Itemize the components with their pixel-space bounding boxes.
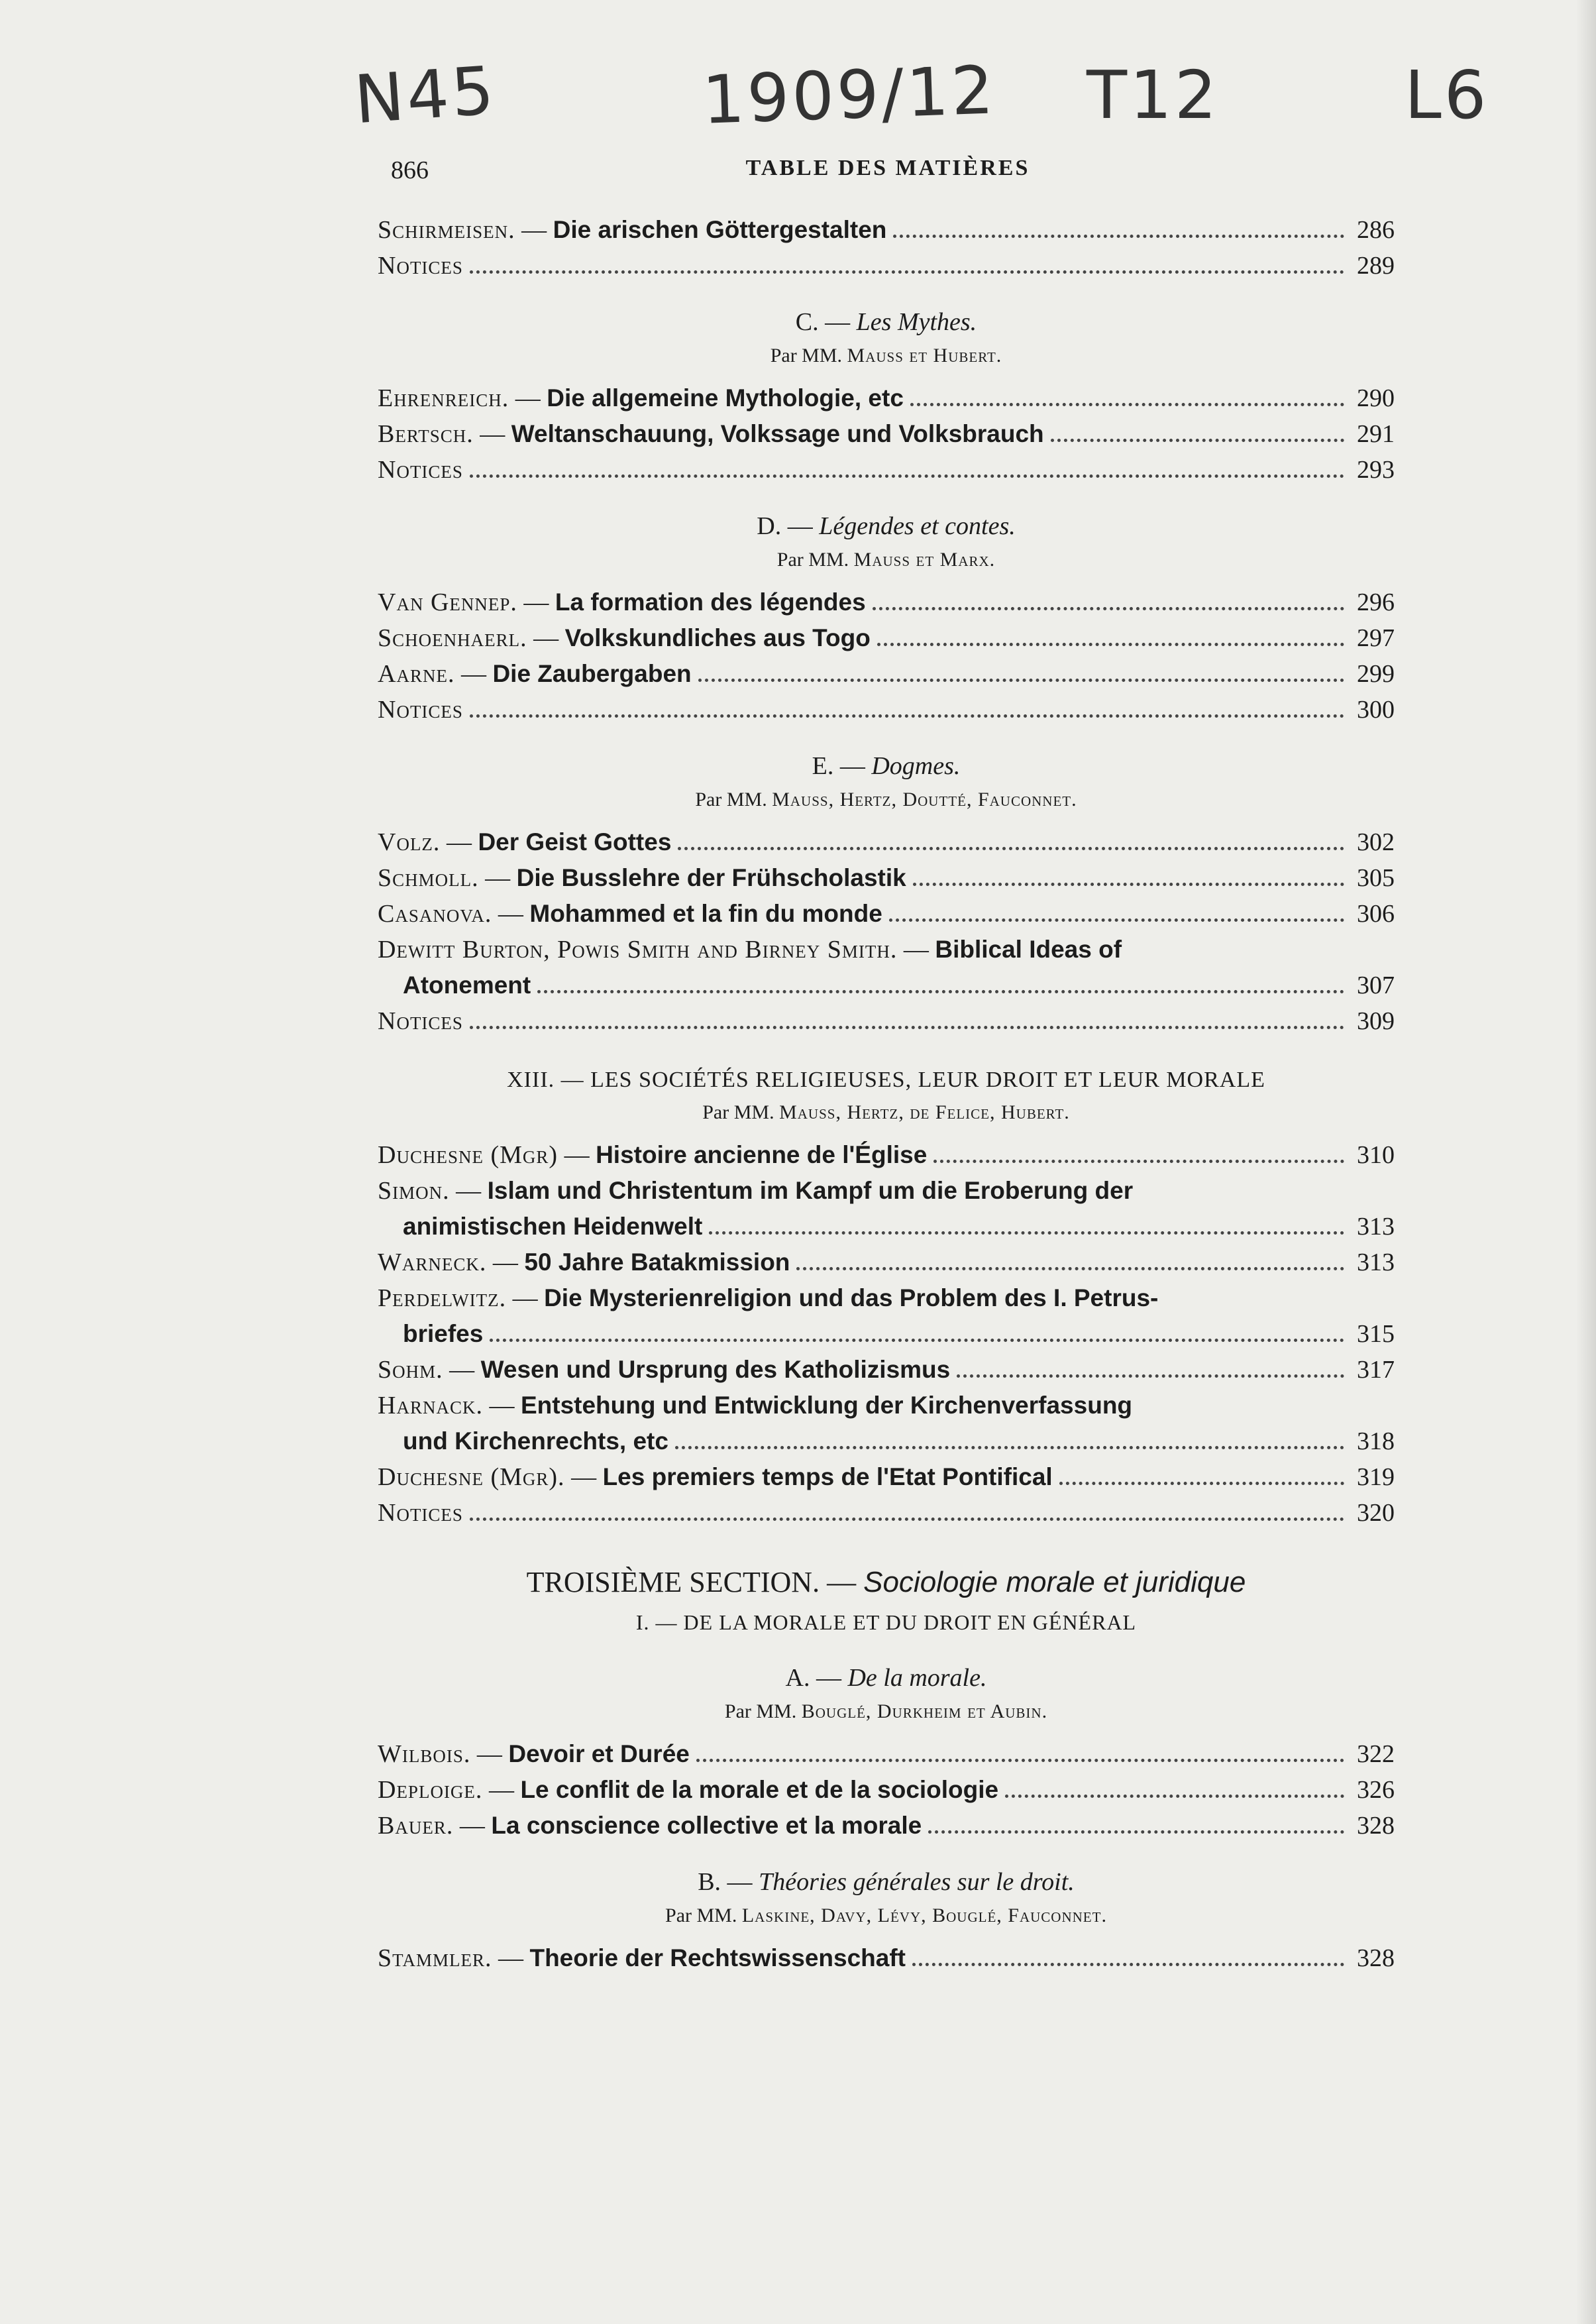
- toc-entry: [378, 1940, 1395, 1976]
- entry-page: 290: [1357, 384, 1395, 412]
- entry-title: Die arischen Göttergestalten: [553, 216, 887, 243]
- contributors-byline: [378, 1097, 1395, 1128]
- entry-author: Notices: [378, 252, 463, 280]
- entry-author: Duchesne (Mgr).: [378, 1463, 565, 1491]
- entry-title-continued: und Kirchenrechts, etc: [403, 1427, 668, 1455]
- dot-leader: [933, 1160, 1344, 1163]
- dot-leader: [910, 403, 1344, 406]
- entry-author: Perdelwitz.: [378, 1284, 507, 1312]
- toc-entry: [378, 452, 1395, 488]
- byline-names: Mauss, Hertz, Doutté, Fauconnet.: [772, 789, 1077, 810]
- entry-title: Histoire ancienne de l'Église: [596, 1141, 928, 1168]
- entry-separator: —: [478, 864, 517, 892]
- handwritten-note: L6: [1405, 56, 1489, 134]
- entry-page: 306: [1357, 900, 1395, 928]
- byline-names: Mauss et Hubert.: [847, 345, 1002, 366]
- entry-line: [378, 932, 1395, 968]
- toc-entry: [378, 1280, 1395, 1352]
- entry-author: Sohm.: [378, 1356, 443, 1384]
- entry-separator: —: [440, 828, 478, 856]
- entry-page: 322: [1357, 1740, 1395, 1768]
- section-heading: XIII. — LES SOCIÉTÉS RELIGIEUSES, LEUR DROIT ET LEUR MORALE: [507, 1068, 1265, 1092]
- entry-author: Volz.: [378, 828, 441, 856]
- entry-title: 50 Jahre Batakmission: [524, 1248, 790, 1276]
- entry-separator: —: [453, 1812, 492, 1840]
- toc-entry: [378, 248, 1395, 284]
- entry-author: Schmoll.: [378, 864, 479, 892]
- heading-prefix: D. —: [757, 512, 820, 540]
- dot-leader: [698, 679, 1344, 682]
- entry-title: Wesen und Ursprung des Katholizismus: [480, 1356, 951, 1383]
- entry-separator: —: [449, 1177, 488, 1205]
- heading-prefix: E. —: [812, 752, 872, 780]
- entry-title-continued: animistischen Heidenwelt: [403, 1213, 703, 1240]
- entry-title: Der Geist Gottes: [478, 828, 672, 856]
- chapter-heading: I. — DE LA MORALE ET DU DROIT EN GÉNÉRAL: [635, 1610, 1137, 1634]
- entry-line-continued: [378, 1316, 1395, 1352]
- entry-title: Die allgemeine Mythologie, etc: [547, 384, 904, 412]
- entry-page: 313: [1357, 1248, 1395, 1276]
- heading-prefix: B. —: [698, 1868, 759, 1896]
- dot-leader: [1059, 1482, 1344, 1485]
- dot-leader: [1005, 1795, 1344, 1798]
- part-prefix: TROISIÈME SECTION. —: [526, 1566, 864, 1598]
- byline-names: Mauss et Marx.: [853, 549, 996, 571]
- entry-separator: —: [517, 588, 555, 616]
- dot-leader: [696, 1759, 1344, 1762]
- toc-entry: [378, 1459, 1395, 1495]
- entry-author: Schirmeisen.: [378, 216, 515, 244]
- toc-entry: [378, 1388, 1395, 1459]
- dot-leader: [470, 1518, 1344, 1521]
- contributors-byline: [378, 341, 1395, 371]
- entry-separator: —: [470, 1740, 509, 1768]
- entry-page: 328: [1357, 1812, 1395, 1840]
- toc-entry: [378, 692, 1395, 728]
- subsection-heading: [378, 304, 1395, 341]
- byline-prefix: Par MM.: [770, 345, 847, 366]
- entry-line: [378, 1280, 1395, 1316]
- page-edge-shadow: [1576, 0, 1596, 2324]
- handwritten-note: N45: [352, 51, 499, 139]
- entry-author: Ehrenreich.: [378, 384, 509, 412]
- toc-entry: [378, 860, 1395, 896]
- handwritten-note: T12: [1087, 56, 1220, 134]
- entry-separator: —: [492, 1944, 530, 1972]
- dot-leader: [873, 607, 1344, 610]
- entry-page: 299: [1357, 660, 1395, 688]
- entry-separator: —: [486, 1248, 525, 1276]
- entry-page: 300: [1357, 696, 1395, 724]
- entry-page: 296: [1357, 588, 1395, 616]
- subsection-heading: [378, 508, 1395, 545]
- entry-separator: —: [482, 1776, 521, 1804]
- subsection-heading: [378, 747, 1395, 785]
- entry-author: Stammler.: [378, 1944, 492, 1972]
- entry-page: 293: [1357, 456, 1395, 484]
- toc-entry: [378, 1003, 1395, 1039]
- table-of-contents: [378, 212, 1395, 1976]
- dot-leader: [470, 270, 1344, 274]
- contributors-byline: [378, 1696, 1395, 1727]
- entry-author: Notices: [378, 1499, 463, 1527]
- entry-separator: —: [897, 936, 935, 964]
- entry-title: Die Mysterienreligion und das Problem des I. Petrus-: [544, 1284, 1159, 1311]
- dot-leader: [537, 990, 1344, 993]
- toc-entry: [378, 416, 1395, 452]
- toc-entry: [378, 1772, 1395, 1808]
- toc-entry: [378, 620, 1395, 656]
- entry-page: 289: [1357, 252, 1395, 280]
- entry-page: 313: [1357, 1213, 1395, 1241]
- toc-entry: [378, 1736, 1395, 1772]
- dot-leader: [889, 918, 1344, 922]
- entry-separator: —: [506, 1284, 545, 1312]
- entry-separator: —: [443, 1356, 481, 1384]
- byline-prefix: Par MM.: [702, 1101, 780, 1123]
- toc-entry: [378, 896, 1395, 932]
- entry-title: Les premiers temps de l'Etat Pontifical: [602, 1463, 1053, 1490]
- entry-page: 315: [1357, 1320, 1395, 1348]
- entry-author: Duchesne (Mgr): [378, 1141, 559, 1169]
- entry-author: Notices: [378, 1007, 463, 1035]
- entry-separator: —: [492, 900, 530, 928]
- entry-title: Islam und Christentum im Kampf um die Eroberung der: [487, 1177, 1134, 1204]
- byline-prefix: Par MM.: [724, 1700, 802, 1722]
- dot-leader: [893, 235, 1344, 238]
- heading-text: De la morale.: [847, 1664, 987, 1692]
- entry-page: 317: [1357, 1356, 1395, 1384]
- toc-entry: [378, 1245, 1395, 1280]
- dot-leader: [1051, 439, 1344, 442]
- dot-leader: [470, 714, 1344, 718]
- byline-prefix: Par MM.: [695, 789, 772, 810]
- heading-prefix: C. —: [795, 308, 857, 336]
- toc-entry: [378, 824, 1395, 860]
- entry-title: Theorie der Rechtswissenschaft: [529, 1944, 906, 1971]
- entry-title: Entstehung und Entwicklung der Kirchenverfassung: [520, 1392, 1133, 1419]
- entry-author: Schoenhaerl.: [378, 624, 527, 652]
- toc-entry: [378, 1352, 1395, 1388]
- entry-line-continued: [378, 1423, 1395, 1459]
- entry-line-continued: [378, 968, 1395, 1003]
- entry-page: 291: [1357, 420, 1395, 448]
- entry-author: Casanova.: [378, 900, 492, 928]
- heading-text: Dogmes.: [871, 752, 961, 780]
- entry-separator: —: [509, 384, 547, 412]
- entry-title-continued: Atonement: [403, 971, 531, 999]
- dot-leader: [957, 1374, 1344, 1378]
- handwritten-note: 1909/12: [701, 51, 998, 139]
- entry-author: Aarne.: [378, 660, 455, 688]
- dot-leader: [490, 1339, 1344, 1342]
- heading-prefix: A. —: [785, 1664, 848, 1692]
- entry-separator: —: [515, 216, 553, 244]
- entry-separator: —: [558, 1141, 596, 1169]
- dot-leader: [913, 883, 1344, 886]
- dot-leader: [678, 847, 1344, 850]
- heading-text: Les Mythes.: [856, 308, 977, 336]
- toc-entry: [378, 1495, 1395, 1531]
- contributors-byline: [378, 545, 1395, 575]
- entry-page: 309: [1357, 1007, 1395, 1035]
- entry-separator: —: [454, 660, 493, 688]
- part-heading: [378, 1560, 1395, 1605]
- entry-page: 319: [1357, 1463, 1395, 1491]
- entry-author: Bauer.: [378, 1812, 454, 1840]
- entry-author: Notices: [378, 456, 463, 484]
- entry-author: Wilbois.: [378, 1740, 471, 1768]
- entry-page: 326: [1357, 1776, 1395, 1804]
- toc-entry: [378, 1808, 1395, 1844]
- heading-text: Théories générales sur le droit.: [759, 1868, 1075, 1896]
- entry-title: La conscience collective et la morale: [491, 1812, 922, 1839]
- entry-page: 302: [1357, 828, 1395, 856]
- running-title: TABLE DES MATIÈRES: [745, 156, 1030, 180]
- entry-author: Harnack.: [378, 1392, 483, 1419]
- entry-title: Weltanschauung, Volkssage und Volksbrauch: [511, 420, 1044, 447]
- entry-title: Mohammed et la fin du monde: [529, 900, 882, 927]
- dot-leader: [470, 474, 1344, 478]
- toc-entry: [378, 656, 1395, 692]
- toc-entry: [378, 380, 1395, 416]
- dot-leader: [912, 1963, 1344, 1966]
- contributors-byline: [378, 785, 1395, 815]
- entry-title-continued: briefes: [403, 1320, 484, 1347]
- toc-entry: [378, 1137, 1395, 1173]
- toc-entry: [378, 584, 1395, 620]
- dot-leader: [877, 643, 1344, 646]
- entry-page: 305: [1357, 864, 1395, 892]
- entry-page: 328: [1357, 1944, 1395, 1972]
- entry-author: Dewitt Burton, Powis Smith and Birney Smith.: [378, 936, 898, 964]
- entry-title: Devoir et Durée: [508, 1740, 690, 1767]
- entry-page: 286: [1357, 216, 1395, 244]
- byline-prefix: Par MM.: [776, 549, 854, 571]
- entry-page: 310: [1357, 1141, 1395, 1169]
- entry-line: [378, 1388, 1395, 1423]
- dot-leader: [675, 1446, 1344, 1449]
- part-title: Sociologie morale et juridique: [863, 1566, 1246, 1598]
- entry-author: Simon.: [378, 1177, 450, 1205]
- byline-prefix: Par MM.: [665, 1905, 742, 1926]
- toc-entry: [378, 932, 1395, 1003]
- entry-title: Die Zaubergaben: [492, 660, 692, 687]
- entry-title: Die Busslehre der Frühscholastik: [516, 864, 906, 891]
- dot-leader: [470, 1026, 1344, 1029]
- entry-page: 297: [1357, 624, 1395, 652]
- entry-title: Volkskundliches aus Togo: [564, 624, 871, 651]
- subsection-heading: [378, 1863, 1395, 1901]
- page-header: [391, 156, 1385, 195]
- dot-leader: [709, 1231, 1344, 1235]
- entry-page: 318: [1357, 1427, 1395, 1455]
- entry-author: Notices: [378, 696, 463, 724]
- entry-line: [378, 1173, 1395, 1209]
- entry-title: Biblical Ideas of: [935, 936, 1122, 963]
- entry-title: La formation des légendes: [555, 588, 866, 616]
- heading-text: Légendes et contes.: [819, 512, 1016, 540]
- byline-names: Bouglé, Durkheim et Aubin.: [801, 1700, 1048, 1722]
- entry-author: Bertsch.: [378, 420, 474, 448]
- subsection-heading: [378, 1659, 1395, 1696]
- entry-author: Warneck.: [378, 1248, 487, 1276]
- contributors-byline: [378, 1901, 1395, 1931]
- entry-line-continued: [378, 1209, 1395, 1245]
- entry-author: Deploige.: [378, 1776, 483, 1804]
- entry-separator: —: [473, 420, 511, 448]
- dot-leader: [928, 1830, 1344, 1834]
- entry-page: 320: [1357, 1499, 1395, 1527]
- entry-title: Le conflit de la morale et de la sociologie: [520, 1776, 999, 1803]
- toc-entry: [378, 212, 1395, 248]
- entry-separator: —: [527, 624, 565, 652]
- byline-names: Laskine, Davy, Lévy, Bouglé, Fauconnet.: [741, 1905, 1107, 1926]
- dot-leader: [796, 1267, 1344, 1270]
- entry-author: Van Gennep.: [378, 588, 517, 616]
- byline-names: Mauss, Hertz, de Felice, Hubert.: [779, 1101, 1070, 1123]
- entry-separator: —: [564, 1463, 603, 1491]
- entry-page: 307: [1357, 971, 1395, 999]
- entry-separator: —: [482, 1392, 521, 1419]
- toc-entry: [378, 1173, 1395, 1245]
- page-number: 866: [391, 156, 429, 184]
